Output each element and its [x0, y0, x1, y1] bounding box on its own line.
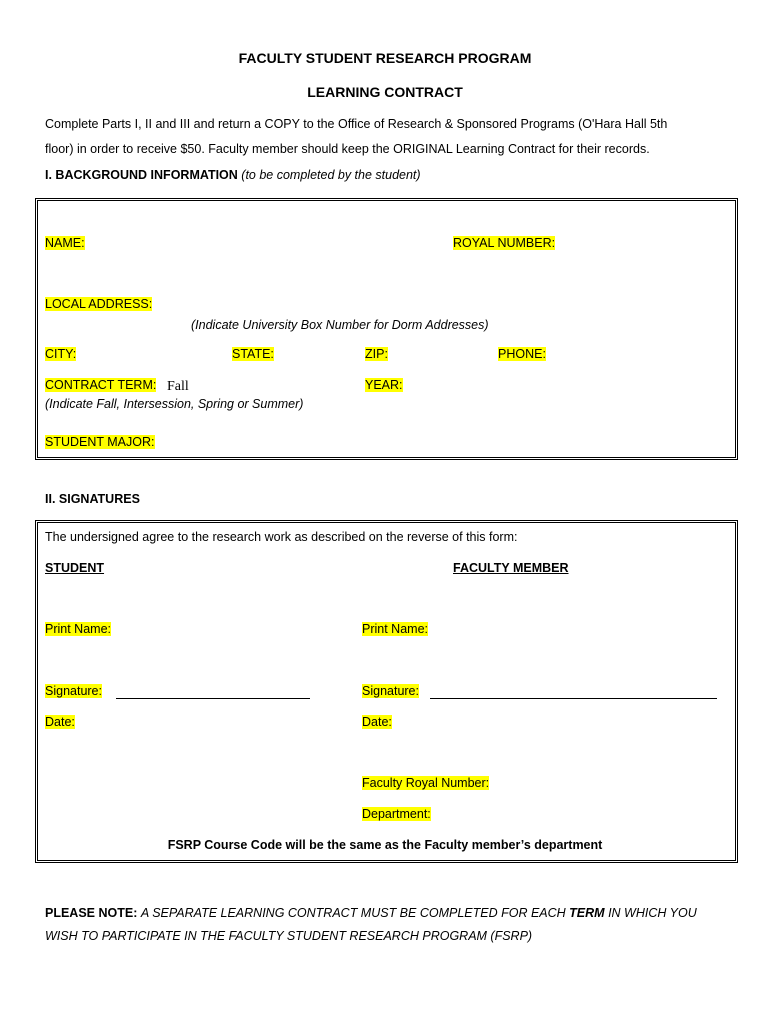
- faculty-date-label: Date:: [362, 715, 392, 729]
- faculty-print-name-label: Print Name:: [362, 622, 428, 636]
- student-print-name-label: Print Name:: [45, 622, 111, 636]
- please-note-text-2: IN WHICH YOU: [608, 906, 697, 920]
- local-address-label: LOCAL ADDRESS:: [45, 297, 153, 311]
- name-label: NAME:: [45, 236, 85, 250]
- contract-term-label: CONTRACT TERM:: [45, 378, 157, 392]
- section-1-heading-note: (to be completed by the student): [241, 168, 421, 182]
- intro-line-2: floor) in order to receive $50. Faculty member should keep the ORIGINAL Learning Contract for their records.: [45, 142, 650, 156]
- student-heading: STUDENT: [45, 561, 105, 575]
- faculty-heading: FACULTY MEMBER: [453, 561, 569, 575]
- section-1-heading: I. BACKGROUND INFORMATION: [45, 168, 238, 182]
- faculty-royal-number-label: Faculty Royal Number:: [362, 776, 490, 790]
- zip-label: ZIP:: [365, 347, 388, 361]
- department-label: Department:: [362, 807, 431, 821]
- faculty-signature-label: Signature:: [362, 684, 419, 698]
- contract-term-field[interactable]: Fall: [167, 379, 189, 394]
- year-label: YEAR:: [365, 378, 403, 392]
- please-note-term: TERM: [569, 906, 605, 920]
- student-signature-label: Signature:: [45, 684, 102, 698]
- intro-line-1: Complete Parts I, II and III and return a COPY to the Office of Research & Sponsored Programs (O'Hara Hall 5th: [45, 117, 668, 131]
- please-note-line-2: WISH TO PARTICIPATE IN THE FACULTY STUDENT RESEARCH PROGRAM (FSRP): [45, 929, 533, 943]
- form-subtitle: LEARNING CONTRACT: [307, 84, 463, 100]
- form-title: FACULTY STUDENT RESEARCH PROGRAM: [238, 50, 532, 66]
- address-note: (Indicate University Box Number for Dorm Addresses): [191, 318, 489, 332]
- course-code-note: FSRP Course Code will be the same as the Faculty member’s department: [167, 838, 603, 852]
- student-signature-line[interactable]: [116, 698, 310, 699]
- faculty-signature-line[interactable]: [430, 698, 717, 699]
- please-note-line-1: [45, 906, 697, 920]
- student-major-label: STUDENT MAJOR:: [45, 435, 155, 449]
- state-label: STATE:: [232, 347, 274, 361]
- section-1-heading-row: [45, 168, 421, 182]
- term-note: (Indicate Fall, Intersession, Spring or Summer): [45, 397, 304, 411]
- phone-label: PHONE:: [498, 347, 546, 361]
- please-note-text-1: A SEPARATE LEARNING CONTRACT MUST BE COMPLETED FOR EACH: [140, 906, 566, 920]
- royal-number-label: ROYAL NUMBER:: [453, 236, 556, 250]
- student-date-label: Date:: [45, 715, 75, 729]
- please-note-lead: PLEASE NOTE:: [45, 906, 138, 920]
- section-2-heading: II. SIGNATURES: [45, 492, 140, 506]
- agreement-text: The undersigned agree to the research work as described on the reverse of this form:: [45, 530, 518, 544]
- city-label: CITY:: [45, 347, 77, 361]
